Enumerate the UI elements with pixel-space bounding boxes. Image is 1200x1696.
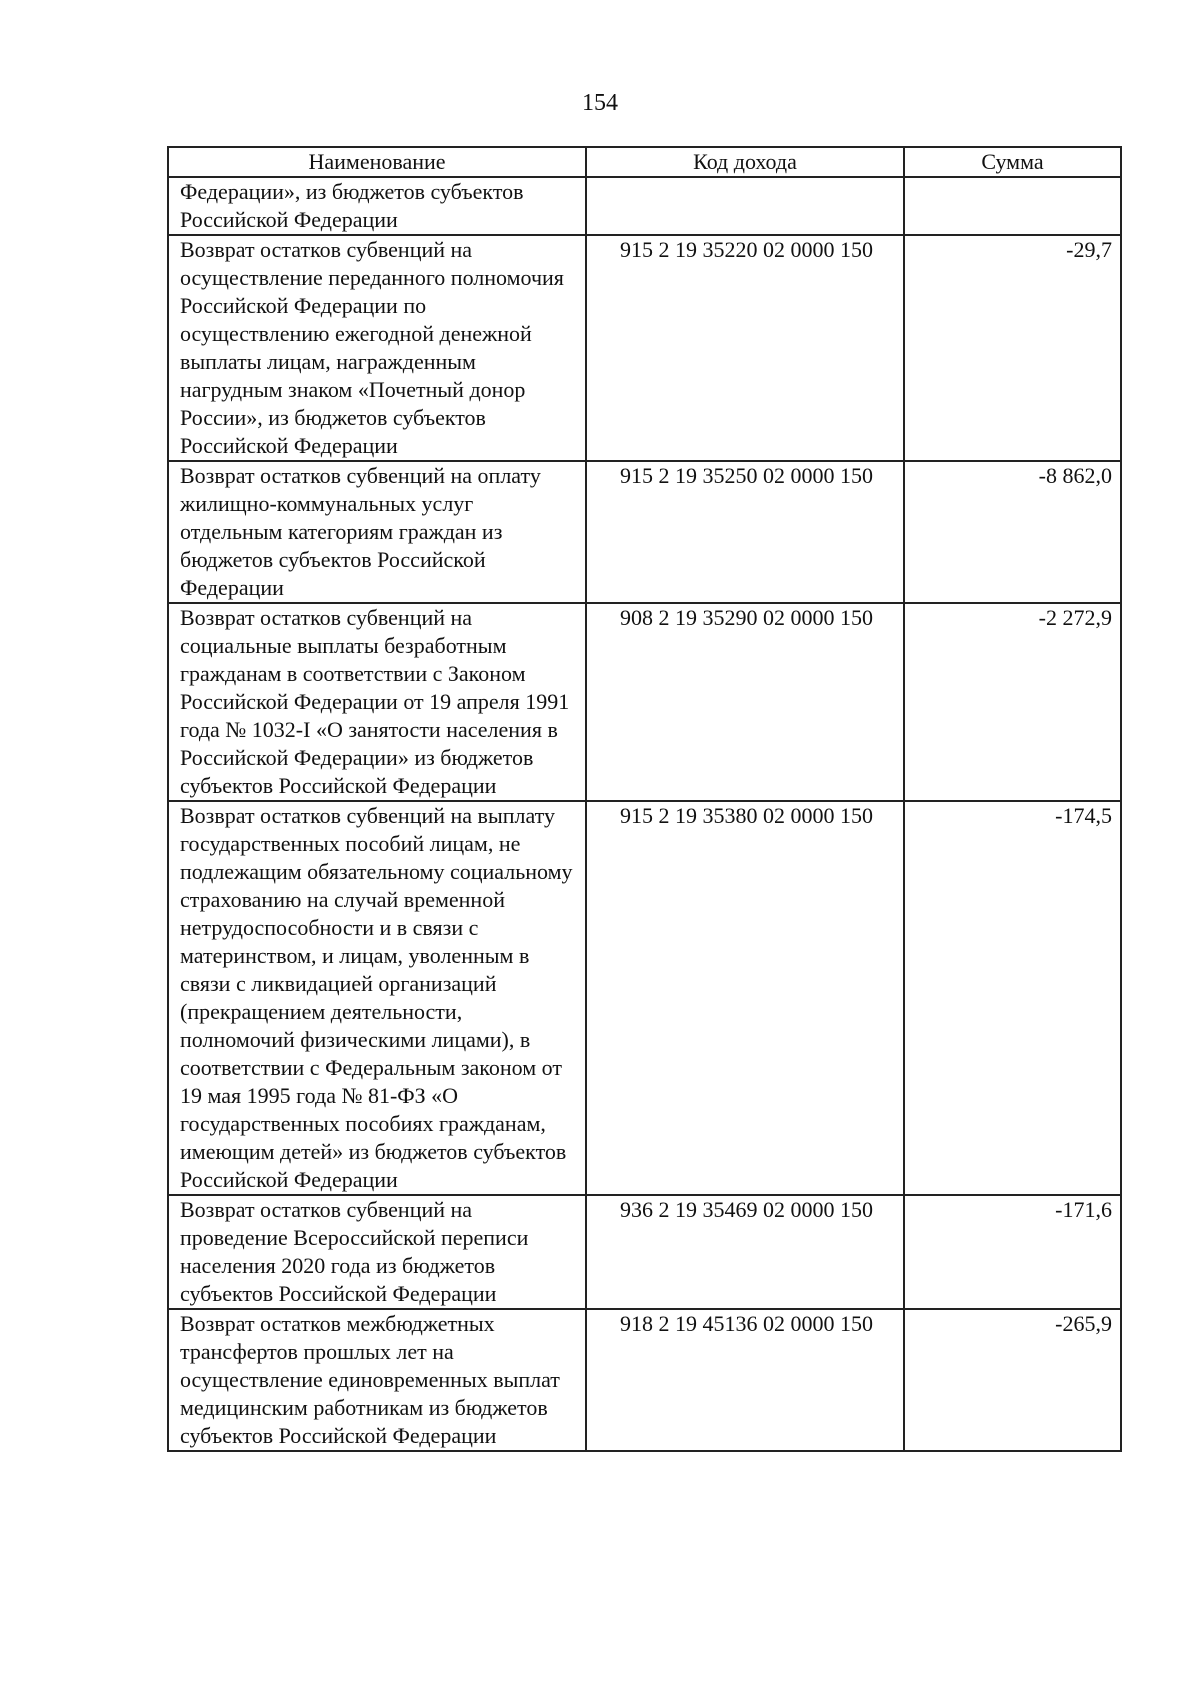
row-sum: -29,7 [904, 235, 1121, 461]
row-sum: -8 862,0 [904, 461, 1121, 603]
row-sum: -174,5 [904, 801, 1121, 1195]
table-header-row [168, 147, 1121, 177]
header-sum: Сумма [904, 147, 1121, 177]
table-row [168, 1195, 1121, 1309]
revenue-table [167, 146, 1122, 1452]
page-number: 154 [582, 90, 618, 116]
row-sum: -2 272,9 [904, 603, 1121, 801]
row-name: Возврат остатков субвенций на проведение Всероссийской переписи населения 2020 года из бюджетов субъектов Российской Федерации [168, 1195, 586, 1309]
row-name: Возврат остатков межбюджетных трансфертов прошлых лет на осуществление единовременных выплат медицинским работникам из бюджетов субъектов Российской Федерации [168, 1309, 586, 1451]
row-name: Возврат остатков субвенций на оплату жилищно-коммунальных услуг отдельным категориям граждан из бюджетов субъектов Российской Федерации [168, 461, 586, 603]
table-row [168, 801, 1121, 1195]
row-sum: -171,6 [904, 1195, 1121, 1309]
row-code: 908 2 19 35290 02 0000 150 [586, 603, 904, 801]
table-row [168, 1309, 1121, 1451]
row-sum [904, 177, 1121, 235]
row-code: 915 2 19 35380 02 0000 150 [586, 801, 904, 1195]
row-name: Возврат остатков субвенций на осуществление переданного полномочия Российской Федерации по осуществлению ежегодной денежной выплаты лицам, награжденным нагрудным знаком «Почетный донор России», из бюджетов субъектов Российской Федерации [168, 235, 586, 461]
row-sum: -265,9 [904, 1309, 1121, 1451]
table-row [168, 461, 1121, 603]
row-name: Возврат остатков субвенций на социальные выплаты безработным гражданам в соответствии с Законом Российской Федерации от 19 апреля 1991 года № 1032-I «О занятости населения в Российской Федерации» из бюджетов субъектов Российской Федерации [168, 603, 586, 801]
row-code: 915 2 19 35250 02 0000 150 [586, 461, 904, 603]
row-name: Федерации», из бюджетов субъектов Российской Федерации [168, 177, 586, 235]
row-code: 915 2 19 35220 02 0000 150 [586, 235, 904, 461]
table-row [168, 235, 1121, 461]
row-code: 936 2 19 35469 02 0000 150 [586, 1195, 904, 1309]
row-name: Возврат остатков субвенций на выплату государственных пособий лицам, не подлежащим обязательному социальному страхованию на случай временной нетрудоспособности и в связи с материнством, и лицам, уволенным в связи с ликвидацией организаций (прекращением деятельности, полномочий физическими лицами), в соответствии с Федеральным законом от 19 мая 1995 года № 81-ФЗ «О государственных пособиях гражданам, имеющим детей» из бюджетов субъектов Российской Федерации [168, 801, 586, 1195]
header-name: Наименование [168, 147, 586, 177]
table-row [168, 603, 1121, 801]
table-row [168, 177, 1121, 235]
row-code: 918 2 19 45136 02 0000 150 [586, 1309, 904, 1451]
header-code: Код дохода [586, 147, 904, 177]
row-code [586, 177, 904, 235]
